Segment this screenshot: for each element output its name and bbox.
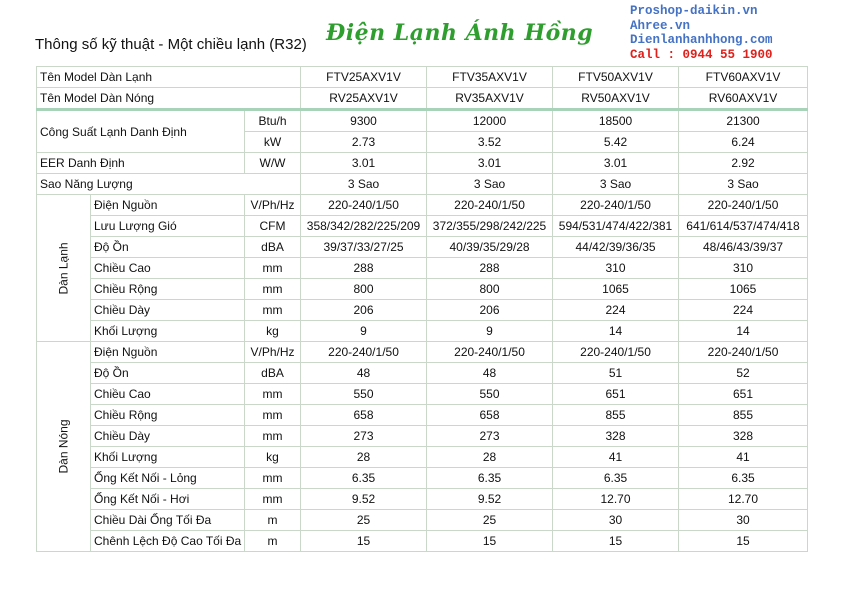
row-label: Chiều Dày (91, 426, 245, 447)
table-row (37, 279, 808, 300)
value-cell: 25 (301, 510, 427, 531)
table-row (37, 300, 808, 321)
value-cell: 220-240/1/50 (301, 342, 427, 363)
value-cell: 15 (553, 531, 679, 552)
unit-cell: V/Ph/Hz (245, 195, 301, 216)
group-label: Dàn Lạnh (56, 242, 71, 295)
table-row (37, 216, 808, 237)
unit-cell: kW (245, 132, 301, 153)
value-cell: 206 (427, 300, 553, 321)
value-cell: 1065 (679, 279, 808, 300)
call-number[interactable]: Call : 0944 55 1900 (630, 47, 773, 62)
value-cell: 2.92 (679, 153, 808, 174)
unit-cell: dBA (245, 237, 301, 258)
unit-cell: mm (245, 468, 301, 489)
value-cell: 25 (427, 510, 553, 531)
row-label: Điện Nguồn (91, 195, 245, 216)
table-row (37, 342, 808, 363)
table-row (37, 174, 808, 195)
value-cell: 220-240/1/50 (427, 195, 553, 216)
value-cell: 9 (301, 321, 427, 342)
group-label-cell (37, 342, 91, 552)
value-cell: 310 (553, 258, 679, 279)
value-cell: RV50AXV1V (553, 88, 679, 110)
value-cell: 594/531/474/422/381 (553, 216, 679, 237)
table-row (37, 531, 808, 552)
value-cell: 273 (301, 426, 427, 447)
table-row (37, 67, 808, 88)
value-cell: 800 (301, 279, 427, 300)
value-cell: 288 (301, 258, 427, 279)
value-cell: 3.01 (301, 153, 427, 174)
unit-cell: m (245, 531, 301, 552)
value-cell: 18500 (553, 110, 679, 132)
unit-cell: mm (245, 300, 301, 321)
row-label: Sao Năng Lượng (37, 174, 301, 195)
value-cell: 9.52 (301, 489, 427, 510)
value-cell: 15 (427, 531, 553, 552)
value-cell: 220-240/1/50 (553, 342, 679, 363)
row-label: Chênh Lệch Độ Cao Tối Đa (91, 531, 245, 552)
value-cell: 220-240/1/50 (679, 195, 808, 216)
value-cell: 15 (301, 531, 427, 552)
unit-cell: kg (245, 321, 301, 342)
row-label: Lưu Lượng Gió (91, 216, 245, 237)
value-cell: 372/355/298/242/225 (427, 216, 553, 237)
row-label: Chiều Cao (91, 258, 245, 279)
row-label: Chiều Dày (91, 300, 245, 321)
value-cell: FTV35AXV1V (427, 67, 553, 88)
value-cell: 550 (301, 384, 427, 405)
table-row (37, 88, 808, 110)
value-cell: 3 Sao (301, 174, 427, 195)
value-cell: 224 (553, 300, 679, 321)
value-cell: 5.42 (553, 132, 679, 153)
value-cell: 48/46/43/39/37 (679, 237, 808, 258)
row-label: Chiều Cao (91, 384, 245, 405)
group-label: Dàn Nóng (56, 418, 71, 473)
unit-cell: kg (245, 447, 301, 468)
value-cell: 658 (427, 405, 553, 426)
unit-cell: W/W (245, 153, 301, 174)
table-row (37, 321, 808, 342)
value-cell: 30 (679, 510, 808, 531)
value-cell: 51 (553, 363, 679, 384)
unit-cell: CFM (245, 216, 301, 237)
value-cell: 14 (679, 321, 808, 342)
value-cell: 14 (553, 321, 679, 342)
value-cell: 550 (427, 384, 553, 405)
value-cell: RV35AXV1V (427, 88, 553, 110)
row-label: Ống Kết Nối - Lỏng (91, 468, 245, 489)
value-cell: 651 (553, 384, 679, 405)
table-row (37, 489, 808, 510)
row-label: Tên Model Dàn Lạnh (37, 67, 301, 88)
row-label: Khối Lượng (91, 321, 245, 342)
value-cell: RV25AXV1V (301, 88, 427, 110)
value-cell: 855 (553, 405, 679, 426)
value-cell: 41 (553, 447, 679, 468)
value-cell: 12.70 (679, 489, 808, 510)
unit-cell: V/Ph/Hz (245, 342, 301, 363)
row-label: Ống Kết Nối - Hơi (91, 489, 245, 510)
value-cell: 48 (301, 363, 427, 384)
table-row (37, 405, 808, 426)
row-label: Điện Nguồn (91, 342, 245, 363)
value-cell: 3 Sao (427, 174, 553, 195)
group-label-cell (37, 195, 91, 342)
unit-cell: mm (245, 489, 301, 510)
contact-link[interactable]: Ahree.vn (630, 18, 691, 33)
value-cell: 220-240/1/50 (679, 342, 808, 363)
value-cell: 220-240/1/50 (301, 195, 427, 216)
value-cell: FTV25AXV1V (301, 67, 427, 88)
value-cell: 39/37/33/27/25 (301, 237, 427, 258)
value-cell: 15 (679, 531, 808, 552)
value-cell: 328 (679, 426, 808, 447)
value-cell: 12000 (427, 110, 553, 132)
table-row (37, 384, 808, 405)
value-cell: 48 (427, 363, 553, 384)
brand-logo-text: Điện Lạnh Ánh Hồng (326, 20, 594, 46)
value-cell: 6.24 (679, 132, 808, 153)
value-cell: 40/39/35/29/28 (427, 237, 553, 258)
table-row (37, 426, 808, 447)
unit-cell: mm (245, 279, 301, 300)
value-cell: 6.35 (301, 468, 427, 489)
unit-cell: mm (245, 384, 301, 405)
value-cell: 9 (427, 321, 553, 342)
value-cell: FTV60AXV1V (679, 67, 808, 88)
table-row (37, 258, 808, 279)
row-label: Độ Ồn (91, 237, 245, 258)
value-cell: 3.01 (553, 153, 679, 174)
unit-cell: mm (245, 426, 301, 447)
unit-cell: m (245, 510, 301, 531)
value-cell: 220-240/1/50 (553, 195, 679, 216)
table-row (37, 510, 808, 531)
value-cell: 328 (553, 426, 679, 447)
value-cell: 21300 (679, 110, 808, 132)
value-cell: 273 (427, 426, 553, 447)
value-cell: 358/342/282/225/209 (301, 216, 427, 237)
spec-table (36, 66, 808, 552)
table-row (37, 447, 808, 468)
contact-link[interactable]: Proshop-daikin.vn (630, 4, 758, 18)
value-cell: 9.52 (427, 489, 553, 510)
row-label: Chiều Rộng (91, 279, 245, 300)
unit-cell: Btu/h (245, 110, 301, 132)
row-label: Chiều Rộng (91, 405, 245, 426)
value-cell: FTV50AXV1V (553, 67, 679, 88)
value-cell: 288 (427, 258, 553, 279)
value-cell: 6.35 (553, 468, 679, 489)
value-cell: 641/614/537/474/418 (679, 216, 808, 237)
value-cell: 2.73 (301, 132, 427, 153)
unit-cell: mm (245, 405, 301, 426)
row-label: Khối Lượng (91, 447, 245, 468)
table-row (37, 468, 808, 489)
value-cell: 3.01 (427, 153, 553, 174)
value-cell: 658 (301, 405, 427, 426)
row-label: Tên Model Dàn Nóng (37, 88, 301, 110)
value-cell: 855 (679, 405, 808, 426)
value-cell: 3 Sao (553, 174, 679, 195)
value-cell: 28 (427, 447, 553, 468)
value-cell: 30 (553, 510, 679, 531)
row-label: Độ Ồn (91, 363, 245, 384)
table-row (37, 363, 808, 384)
value-cell: 41 (679, 447, 808, 468)
value-cell: 12.70 (553, 489, 679, 510)
value-cell: 3 Sao (679, 174, 808, 195)
table-row (37, 110, 808, 132)
table-row (37, 237, 808, 258)
value-cell: RV60AXV1V (679, 88, 808, 110)
unit-cell: mm (245, 258, 301, 279)
value-cell: 44/42/39/36/35 (553, 237, 679, 258)
row-label: EER Danh Định (37, 153, 245, 174)
page-title: Thông số kỹ thuật - Một chiều lạnh (R32) (35, 36, 307, 53)
contact-block (630, 4, 773, 62)
row-label: Chiều Dài Ống Tối Đa (91, 510, 245, 531)
value-cell: 6.35 (427, 468, 553, 489)
value-cell: 800 (427, 279, 553, 300)
row-label: Công Suất Lạnh Danh Định (37, 110, 245, 153)
value-cell: 310 (679, 258, 808, 279)
value-cell: 3.52 (427, 132, 553, 153)
value-cell: 224 (679, 300, 808, 321)
value-cell: 220-240/1/50 (427, 342, 553, 363)
value-cell: 28 (301, 447, 427, 468)
table-row (37, 153, 808, 174)
value-cell: 6.35 (679, 468, 808, 489)
value-cell: 9300 (301, 110, 427, 132)
value-cell: 651 (679, 384, 808, 405)
value-cell: 52 (679, 363, 808, 384)
table-row (37, 195, 808, 216)
value-cell: 206 (301, 300, 427, 321)
value-cell: 1065 (553, 279, 679, 300)
contact-link[interactable]: Dienlanhanhhong.com (630, 33, 773, 47)
unit-cell: dBA (245, 363, 301, 384)
